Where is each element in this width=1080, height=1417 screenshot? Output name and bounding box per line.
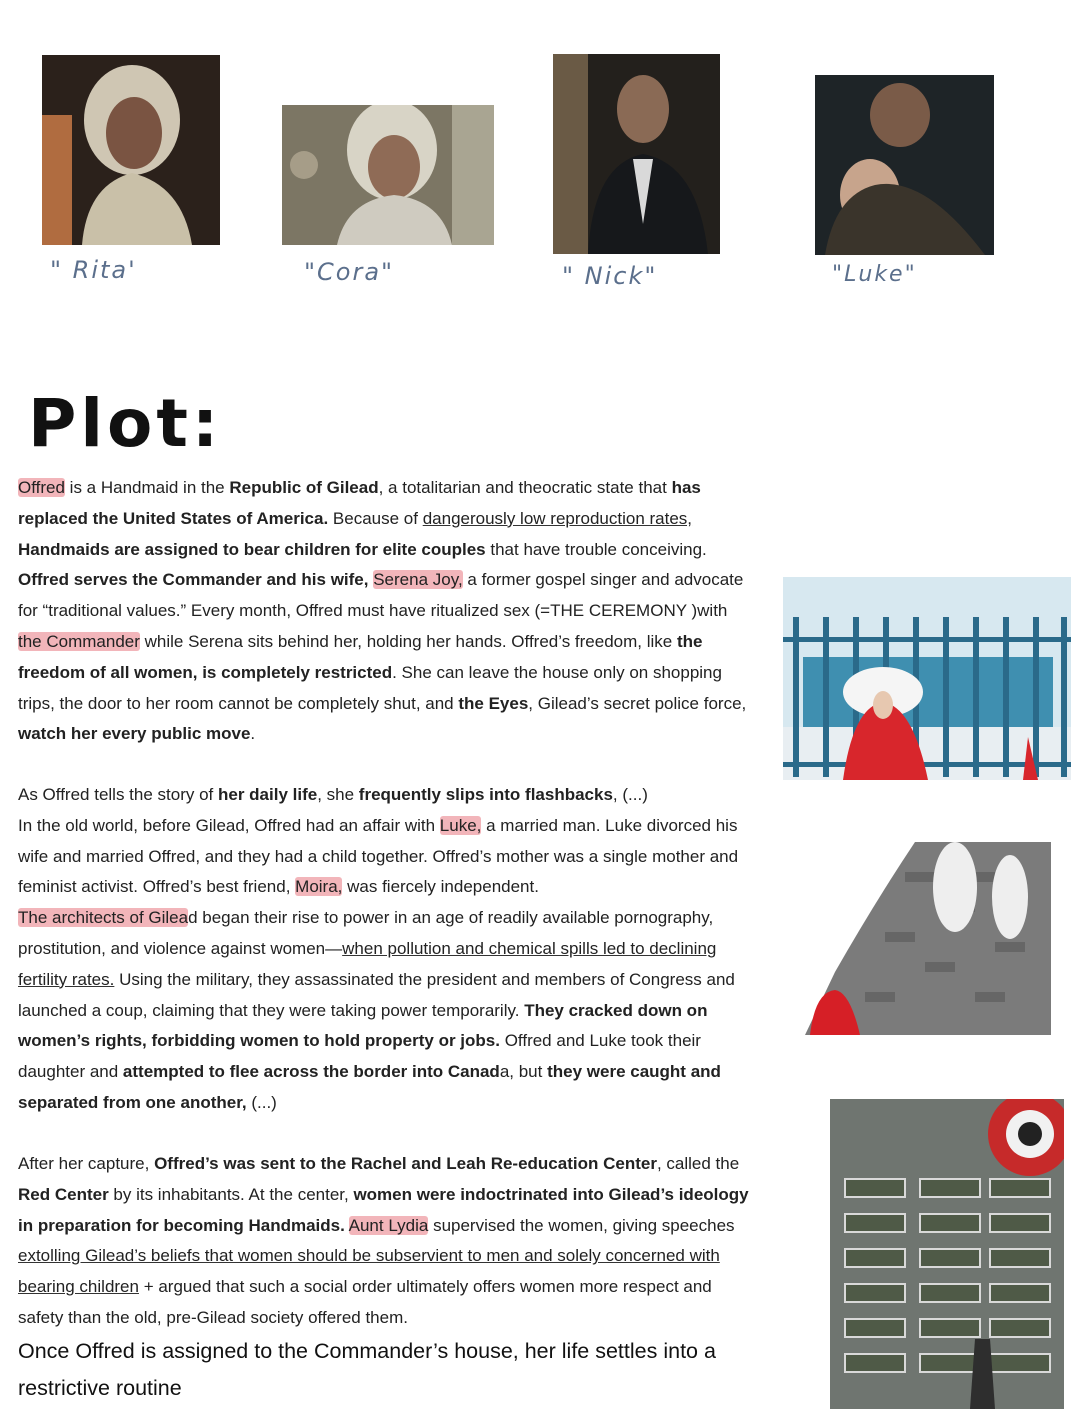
plot-heading: Plot: [28, 385, 223, 462]
handmaid-gate-illustration [783, 577, 1071, 780]
nick-caption: " Nick" [562, 262, 658, 290]
cora-caption: "Cora" [304, 258, 395, 286]
rita-caption: " Rita' [50, 256, 137, 284]
nick-photo [553, 54, 720, 254]
plot-paragraph-4: Once Offred is assigned to the Commander’s house, her life settles into a restrictive routine [18, 1339, 716, 1400]
red-center-illustration [830, 1099, 1064, 1409]
plot-paragraph-1: Offred is a Handmaid in the Republic of Gilead, a totalitarian and theocratic state that has replaced the United States of America. Because of dangerously low reproduction rates, Handmaids are assigned to bear children for elite couples that have trouble conceiving. Offred serves the Commander and his wife, Serena Joy, a former gospel singer and advocate for “traditional values.” Every month, Offred must have ritualized sex (=THE CEREMONY )with the Commander while Serena sits behind her, holding her hands. Offred’s freedom, like the freedom of all women, is completely restricted. She can leave the house only on shopping trips, the door to her room cannot be completely shut, and the Eyes, Gilead’s secret police force, watch her every public move. [18, 478, 747, 744]
rita-photo [42, 55, 220, 245]
luke-photo [815, 75, 994, 255]
handmaids-wall-illustration [805, 842, 1051, 1035]
plot-paragraph-3: After her capture, Offred’s was sent to the Rachel and Leah Re-education Center, called the Red Center by its inhabitants. At the center, women were indoctrinated into Gilead’s ideology in preparation for becoming Handmaids. Aunt Lydia supervised the women, giving speeches extolling Gilead’s beliefs that women should be subservient to men and solely concerned with bearing children + argued that such a social order ultimately offers women more respect and safety than the old, pre-Gilead society offered them. [18, 1154, 749, 1327]
plot-paragraph-2: As Offred tells the story of her daily life, she frequently slips into flashbacks, (...) In the old world, before Gilead, Offred had an affair with Luke, a married man. Luke divorced his wife and married Offred, and they had a child together. Offred’s mother was a single mother and feminist activist. Offred’s best friend, Moira, was fiercely independent. The architects of Gilead began their rise to power in an age of readily available pornography, prostitution, and violence against women—when pollution and chemical spills led to declining fertility rates. Using the military, they assassinated the president and members of Congress and launched a coup, claiming that they were taking power temporarily. They cracked down on women’s rights, forbidding women to hold property or jobs. Offred and Luke took their daughter and attempted to flee across the border into Canada, but they were caught and separated from one another, (...) [18, 785, 739, 1112]
luke-caption: "Luke" [832, 262, 917, 287]
cora-photo [282, 105, 494, 245]
